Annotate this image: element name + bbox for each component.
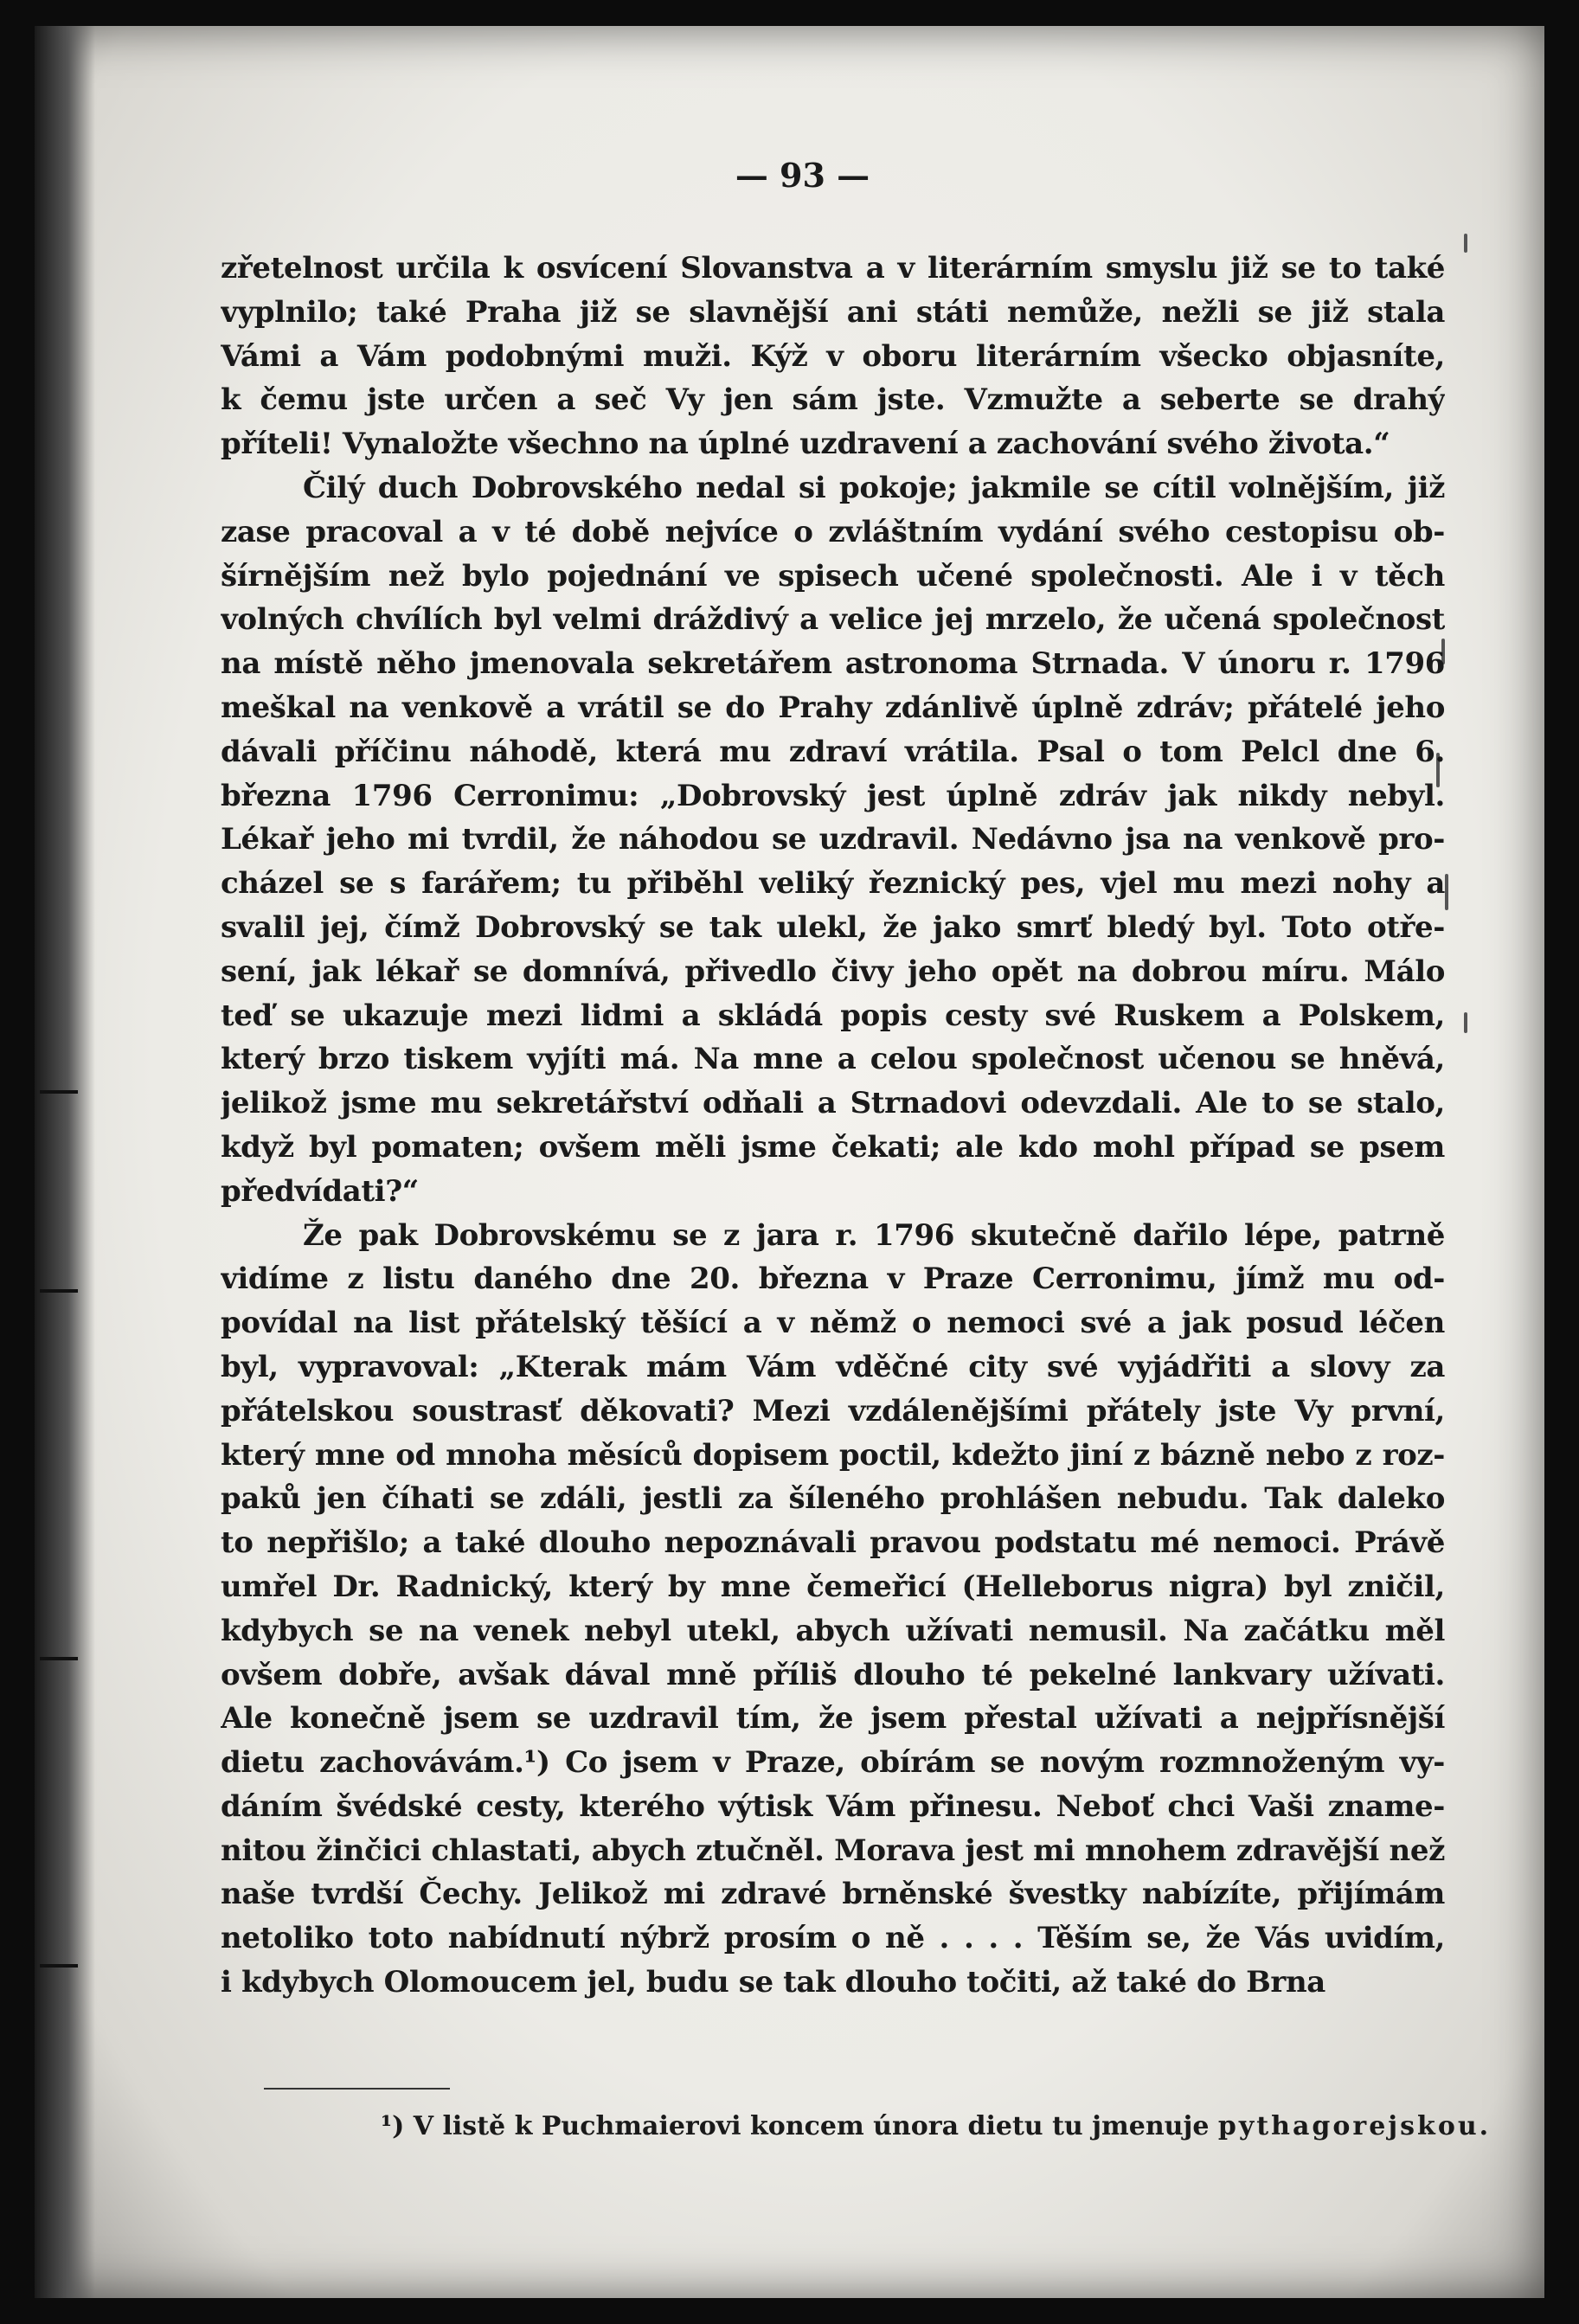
text-line: šírnějším než bylo pojednání ve spisech učené společnosti. Ale i v těch <box>221 558 1445 594</box>
binding-mark <box>40 1090 78 1094</box>
text-line: ovšem dobře, avšak dával mně příliš dlouho té pekelné lankvary užívati. <box>221 1657 1445 1692</box>
margin-mark <box>1464 234 1467 253</box>
text-line: na místě něho jmenovala sekretářem astronoma Strnada. V únoru r. 1796 <box>221 646 1445 682</box>
binding-mark <box>40 1964 78 1968</box>
body-text <box>221 247 1445 2005</box>
footnote <box>381 2111 1492 2141</box>
text-line: to nepřišlo; a také dlouho nepoznávali pravou podstatu mé nemoci. Právě <box>221 1525 1445 1561</box>
text-line: dávali příčinu náhodě, která mu zdraví vrátila. Psal o tom Pelcl dne 6. <box>221 734 1445 769</box>
text-line: příteli! Vynaložte všechno na úplné uzdravení a zachování svého života.“ <box>221 427 1390 462</box>
text-line: vidíme z listu daného dne 20. března v Praze Cerronimu, jímž mu od- <box>221 1262 1445 1297</box>
margin-mark <box>1464 1012 1467 1033</box>
binding-edge <box>35 26 95 2298</box>
text-line: předvídati?“ <box>221 1173 419 1209</box>
text-line: meškal na venkově a vrátil se do Prahy zdánlivě úplně zdráv; přátelé jeho <box>221 690 1445 725</box>
text-line: který mne od mnoha měsíců dopisem poctil, kdežto jiní z bázně nebo z roz- <box>221 1437 1445 1473</box>
footnote-marker: ¹) <box>381 2111 405 2141</box>
text-line: nitou žinčici chlastati, abych ztučněl. Morava jest mi mnohem zdravější než <box>221 1833 1445 1868</box>
footnote-text: V listě k Puchmaierovi koncem února dietu tu jmenuje <box>413 2111 1210 2141</box>
text-line: Čilý duch Dobrovského nedal si pokoje; jakmile se cítil volnějším, již <box>303 470 1445 505</box>
text-line: k čemu jste určen a seč Vy jen sám jste. Vzmužte a seberte se drahý <box>221 382 1445 418</box>
text-line: paků jen číhati se zdáli, jestli za šíleného prohlášen nebudu. Tak daleko <box>221 1481 1445 1517</box>
text-line: Že pak Dobrovskému se z jara r. 1796 skutečně dařilo lépe, patrně <box>303 1217 1445 1253</box>
text-line: dáním švédské cesty, kterého výtisk Vám přinesu. Neboť chci Vaši zname- <box>221 1788 1445 1824</box>
text-line: povídal na list přátelský těšící a v němž o nemoci své a jak posud léčen <box>221 1306 1445 1341</box>
text-line: března 1796 Cerronimu: „Dobrovský jest úplně zdráv jak nikdy nebyl. <box>221 778 1445 813</box>
text-line: kdybych se na venek nebyl utekl, abych užívati nemusil. Na začátku měl <box>221 1613 1445 1648</box>
text-line: sení, jak lékař se domnívá, přivedlo čivy jeho opět na dobrou míru. Málo <box>221 953 1445 989</box>
page-number: — 93 — <box>735 156 870 195</box>
text-line: Lékař jeho mi tvrdil, že náhodou se uzdravil. Nedávno jsa na venkově pro- <box>221 822 1445 857</box>
margin-mark <box>1445 874 1448 910</box>
book-page <box>35 26 1544 2298</box>
text-line: zřetelnost určila k osvícení Slovanstva a v literárním smyslu již se to také <box>221 251 1445 286</box>
binding-mark <box>40 1289 78 1293</box>
text-line: přátelskou soustrasť děkovati? Mezi vzdálenějšími přátely jste Vy první, <box>221 1393 1445 1428</box>
text-line: teď se ukazuje mezi lidmi a skládá popis cesty své Ruskem a Polskem, <box>221 998 1445 1033</box>
text-line: cházel se s farářem; tu přiběhl veliký řeznický pes, vjel mu mezi nohy a <box>221 866 1445 902</box>
footnote-rule <box>264 2088 450 2090</box>
text-line: když byl pomaten; ovšem měli jsme čekati; ale kdo mohl případ se psem <box>221 1129 1445 1165</box>
binding-mark <box>40 1657 78 1660</box>
text-line: jelikož jsme mu sekretářství odňali a Strnadovi odevzdali. Ale to se stalo, <box>221 1086 1445 1121</box>
text-line: dietu zachovávám.¹) Co jsem v Praze, obírám se novým rozmnoženým vy- <box>221 1745 1445 1781</box>
text-line: netoliko toto nabídnutí nýbrž prosím o ně . . . . Těším se, že Vás uvidím, <box>221 1921 1445 1956</box>
text-line: který brzo tiskem vyjíti má. Na mne a celou společnost učenou se hněvá, <box>221 1042 1445 1077</box>
text-line: i kdybych Olomoucem jel, budu se tak dlouho točiti, až také do Brna <box>221 1965 1325 2000</box>
text-line: Ale konečně jsem se uzdravil tím, že jsem přestal užívati a nejpřísnější <box>221 1701 1445 1737</box>
text-line: umřel Dr. Radnický, který by mne čemeřicí (Helleborus nigra) byl zničil, <box>221 1569 1445 1604</box>
footnote-emphasis: pythagorejskou. <box>1217 2111 1492 2141</box>
text-line: svalil jej, čímž Dobrovský se tak ulekl, že jako smrť bledý byl. Toto otře- <box>221 909 1445 945</box>
text-line: Vámi a Vám podobnými muži. Kýž v oboru literárním všecko objasníte, <box>221 338 1445 374</box>
text-line: vyplnilo; také Praha již se slavnější ani státi nemůže, nežli se již stala <box>221 294 1445 330</box>
text-line: volných chvílích byl velmi dráždivý a velice jej mrzelo, že učená společnost <box>221 602 1445 638</box>
text-line: byl, vypravoval: „Kterak mám Vám vděčné city své vyjádřiti a slovy za <box>221 1349 1445 1384</box>
text-line: zase pracoval a v té době nejvíce o zvláštním vydání svého cestopisu ob- <box>221 514 1445 549</box>
text-line: naše tvrdší Čechy. Jelikož mi zdravé brněnské švestky nabízíte, přijímám <box>221 1877 1445 1912</box>
